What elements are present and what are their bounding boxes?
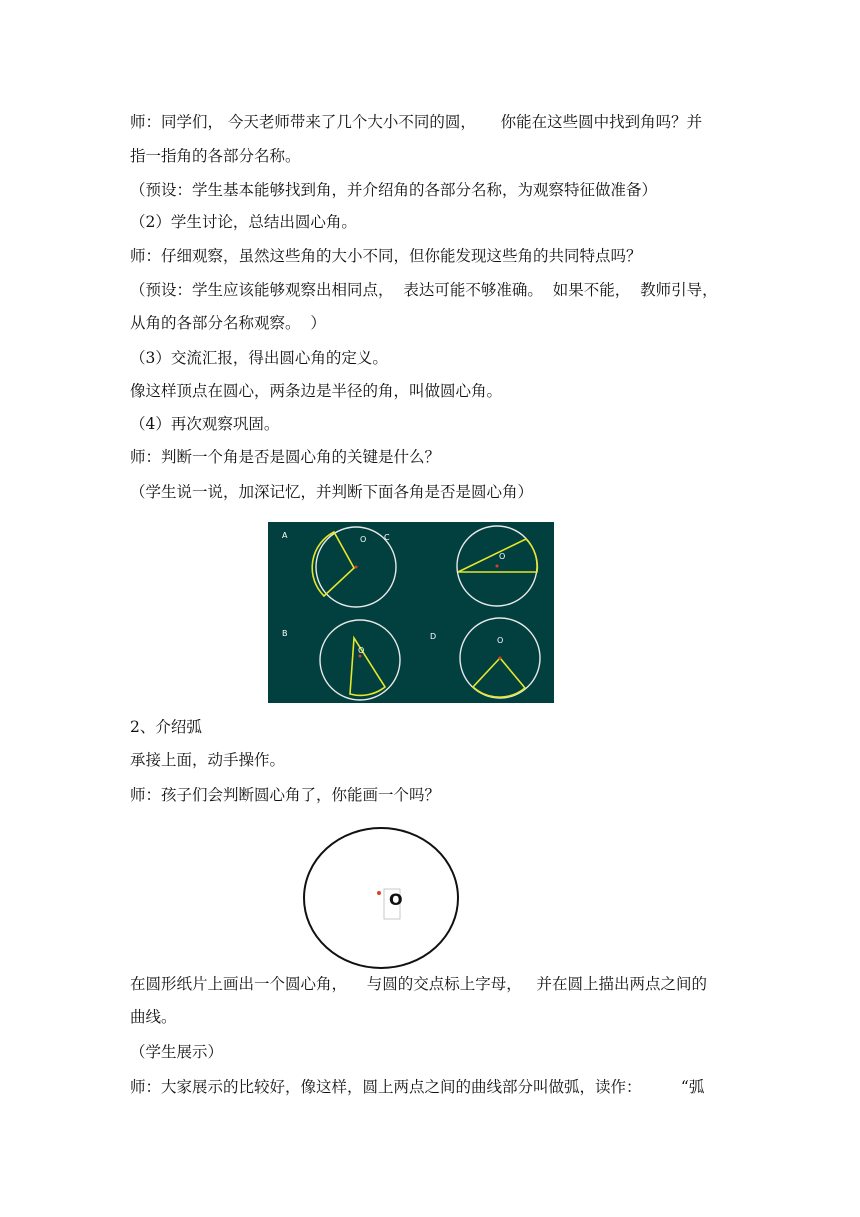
label-b: B bbox=[282, 629, 288, 638]
text-line-2: 指一指角的各部分名称。 bbox=[130, 147, 301, 165]
text-line-5: 师：仔细观察，虽然这些角的大小不同，但你能发现这些角的共同特点吗？ bbox=[130, 247, 642, 265]
central-angle-figure bbox=[268, 522, 554, 703]
label-d: D bbox=[430, 632, 437, 641]
text-line-13: 2、介绍弧 bbox=[130, 718, 202, 736]
text-line-3: （预设：学生基本能够找到角，并介绍角的各部分名称，为观察特征做准备） bbox=[130, 181, 658, 199]
circle-d bbox=[460, 618, 540, 698]
text-line-4: （2）学生讨论，总结出圆心角。 bbox=[130, 213, 357, 231]
text-line-18: （学生展示） bbox=[130, 1043, 224, 1061]
text-line-6: （预设：学生应该能够观察出相同点， 表达可能不够准确。 如果不能， 教师引导， bbox=[130, 281, 718, 299]
center-label-c: O bbox=[499, 552, 506, 561]
paper-circle-diagram bbox=[300, 825, 462, 971]
text-line-7: 从角的各部分名称观察。 ） bbox=[130, 314, 326, 332]
text-line-15: 师：孩子们会判断圆心角了，你能画一个吗？ bbox=[130, 786, 441, 804]
center-label-a: O bbox=[360, 535, 367, 544]
central-angle-diagram bbox=[268, 522, 554, 703]
center-label-b: O bbox=[358, 646, 365, 655]
text-line-12: （学生说一说，加深记忆，并判断下面各角是否是圆心角） bbox=[130, 483, 534, 501]
center-label-d: O bbox=[497, 636, 504, 645]
circle-c bbox=[457, 526, 537, 606]
paper-circle-figure bbox=[300, 825, 462, 971]
center-label-o: O bbox=[389, 890, 403, 909]
text-line-10: （4）再次观察巩固。 bbox=[130, 415, 280, 433]
circle-b bbox=[320, 620, 400, 700]
text-line-19: 师：大家展示的比较好，像这样，圆上两点之间的曲线部分叫做弧，读作： “弧 bbox=[130, 1078, 705, 1096]
text-line-16: 在圆形纸片上画出一个圆心角， 与圆的交点标上字母， 并在圆上描出两点之间的 bbox=[130, 975, 707, 993]
text-line-8: （3）交流汇报，得出圆心角的定义。 bbox=[130, 349, 388, 367]
text-line-14: 承接上面，动手操作。 bbox=[130, 751, 286, 769]
text-line-9: 像这样顶点在圆心，两条边是半径的角，叫做圆心角。 bbox=[130, 382, 503, 400]
label-c: C bbox=[384, 533, 390, 542]
text-line-17: 曲线。 bbox=[130, 1008, 177, 1026]
text-line-1: 师：同学们， 今天老师带来了几个大小不同的圆， 你能在这些圆中找到角吗？并 bbox=[130, 113, 703, 131]
text-line-11: 师：判断一个角是否是圆心角的关键是什么？ bbox=[130, 448, 441, 466]
label-a: A bbox=[282, 531, 288, 540]
